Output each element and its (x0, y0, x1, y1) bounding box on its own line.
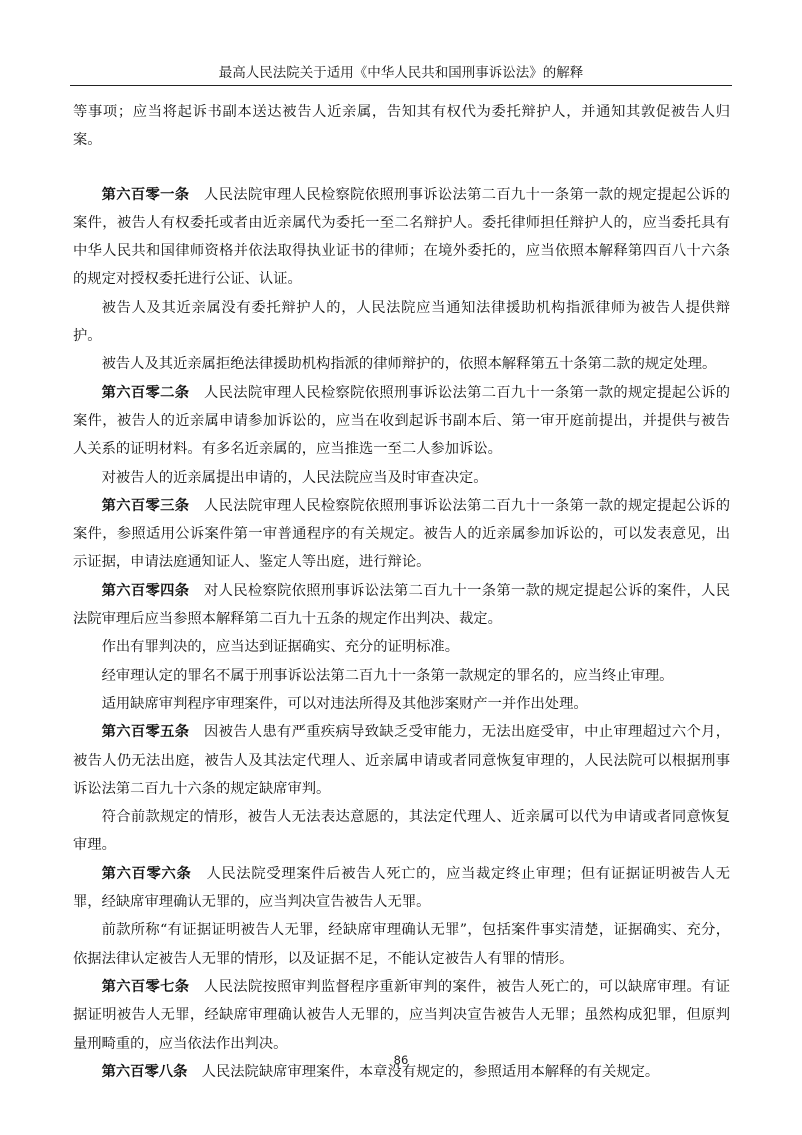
article-602-paragraph-1 (73, 379, 730, 464)
article-601-paragraph-2: 被告人及其近亲属没有委托辩护人的，人民法院应当通知法律援助机构指派律师为被告人提供辩护。 (73, 299, 730, 345)
article-number: 第六百零八条 (101, 1063, 188, 1080)
article-number: 第六百零一条 (101, 186, 190, 203)
article-604-paragraph-4: 适用缺席审判程序审理案件，可以对违法所得及其他涉案财产一并作出处理。 (101, 695, 588, 712)
article-number: 第六百零七条 (101, 978, 190, 995)
continuation-paragraph: 等事项；应当将起诉书副本送达被告人近亲属，告知其有权代为委托辩护人，并通知其敦促被告人归案。 (73, 104, 730, 149)
article-number: 第六百零六条 (101, 865, 192, 882)
article-text: 人民法院受理案件后被告人死亡的，应当裁定终止审理；但有证据证明被告人无罪，经缺席审理确认无罪的，应当判决宣告被告人无罪。 (73, 865, 731, 911)
article-606-paragraph-2: 前款所称“有证据证明被告人无罪，经缺席审理确认无罪”，包括案件事实清楚，证据确实、充分，依据法律认定被告人无罪的情形，以及证据不足，不能认定被告人有罪的情形。 (73, 922, 730, 967)
article-604-paragraph-2: 作出有罪判决的，应当达到证据确实、充分的证明标准。 (101, 639, 460, 656)
article-605-paragraph-2: 符合前款规定的情形，被告人无法表达意愿的，其法定代理人、近亲属可以代为申请或者同意恢复审理。 (73, 809, 730, 854)
article-number: 第六百零四条 (101, 582, 190, 599)
article-text: 人民法院缺席审理案件，本章没有规定的，参照适用本解释的有关规定。 (201, 1063, 660, 1080)
article-text: 对人民检察院依照刑事诉讼法第二百九十一条第一款的规定提起公诉的案件，人民法院审理后应当参照本解释第二百九十五条的规定作出判决、裁定。 (73, 582, 731, 628)
article-number: 第六百零二条 (101, 384, 190, 401)
article-601-paragraph-3: 被告人及其近亲属拒绝法律援助机构指派的律师辩护的，依照本解释第五十条第二款的规定处理。 (101, 356, 717, 373)
article-text: 人民法院审理人民检察院依照刑事诉讼法第二百九十一条第一款的规定提起公诉的案件，被告人的近亲属申请参加诉讼的，应当在收到起诉书副本后、第一审开庭前提出，并提供与被告人关系的证明材料。有多名近亲属的，应当推选一至二人参加诉讼。 (73, 384, 731, 458)
article-text: 因被告人患有严重疾病导致缺乏受审能力，无法出庭受审，中止审理超过六个月，被告人仍无法出庭，被告人及其法定代理人、近亲属申请或者同意恢复审理的，人民法院可以根据刑事诉讼法第二百九十六条的规定缺席审判。 (73, 724, 731, 797)
article-605-paragraph-1 (73, 718, 730, 803)
article-text: 人民法院按照审判监督程序重新审判的案件，被告人死亡的，可以缺席审理。有证据证明被告人无罪，经缺席审理确认被告人无罪的，应当判决宣告被告人无罪；虽然构成犯罪，但原判量刑畸重的，应当依法作出判决。 (73, 978, 731, 1052)
article-text: 人民法院审理人民检察院依照刑事诉讼法第二百九十一条第一款的规定提起公诉的案件，参照适用公诉案件第一审普通程序的有关规定。被告人的近亲属参加诉讼的，可以发表意见，出示证据，申请法庭通知证人、鉴定人等出庭，进行辩论。 (73, 497, 731, 571)
article-number: 第六百零五条 (101, 724, 190, 741)
page-number: 86 (393, 1053, 409, 1067)
article-606-paragraph-1 (73, 860, 730, 917)
paragraph-gap (73, 155, 730, 181)
header-divider (70, 85, 732, 86)
article-607-paragraph-1 (73, 973, 730, 1058)
article-604-paragraph-3: 经审理认定的罪名不属于刑事诉讼法第二百九十一条第一款规定的罪名的，应当终止审理。 (101, 667, 674, 684)
article-text: 人民法院审理人民检察院依照刑事诉讼法第二百九十一条第一款的规定提起公诉的案件，被告人有权委托或者由近亲属代为委托一至二名辩护人。委托律师担任辩护人的，应当委托具有中华人民共和国律师资格并依法取得执业证书的律师；在境外委托的，应当依照本解释第四百八十六条的规定对授权委托进行公证、认证。 (73, 186, 731, 288)
article-number: 第六百零三条 (101, 497, 190, 514)
article-601-paragraph-1 (73, 181, 730, 294)
document-body (73, 98, 730, 1086)
article-603-paragraph-1 (73, 492, 730, 577)
running-header-title: 最高人民法院关于适用《中华人民共和国刑事诉讼法》的解释 (218, 65, 584, 81)
article-602-paragraph-2: 对被告人的近亲属提出申请的，人民法院应当及时审查决定。 (101, 469, 488, 486)
article-604-paragraph-1 (73, 577, 730, 634)
